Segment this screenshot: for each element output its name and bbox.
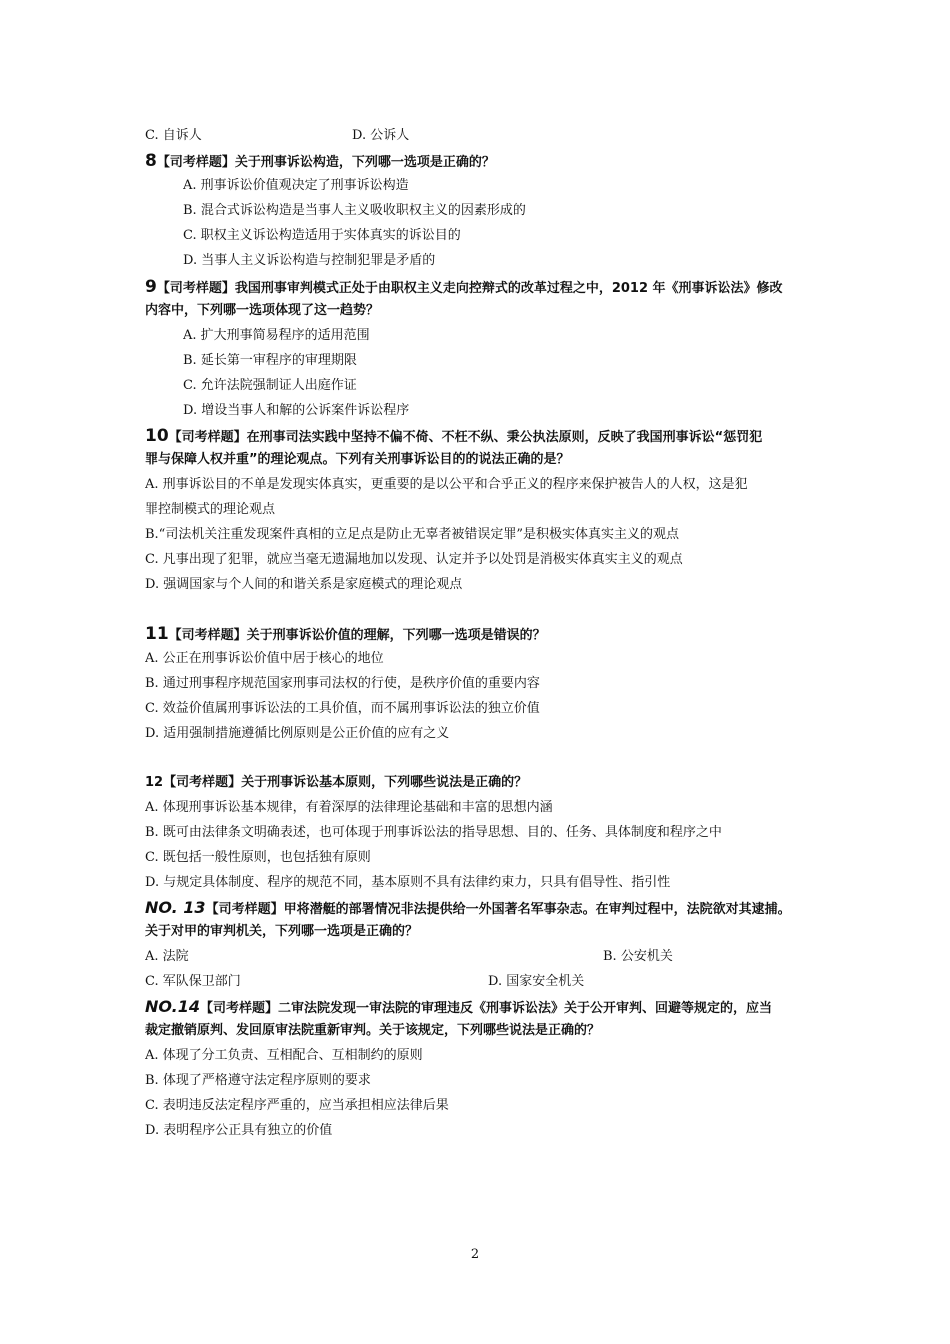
page-number: 2 bbox=[470, 1247, 480, 1262]
question-14-text-line2: 裁定撤销原判、发回原审法院重新审判。关于该规定，下列哪些说法是正确的？ bbox=[145, 1023, 601, 1038]
question-11 bbox=[145, 624, 815, 646]
question-13-option-d: D. 国家安全机关 bbox=[488, 974, 585, 989]
question-13 bbox=[145, 898, 815, 920]
q7-options-row bbox=[145, 126, 815, 146]
question-10-option-a: A. 刑事诉讼目的不单是发现实体真实，更重要的是以公平和合乎正义的程序来保护被告人的人权，这是犯 bbox=[145, 477, 748, 492]
question-12-option-d: D. 与规定具体制度、程序的规范不同，基本原则不具有法律约束力，只具有倡导性、指引性 bbox=[145, 875, 671, 890]
q7-option-c: C. 自诉人 bbox=[145, 128, 202, 143]
question-8-number: 8 bbox=[145, 151, 157, 171]
question-9-option-c: C. 允许法院强制证人出庭作证 bbox=[183, 378, 357, 393]
question-14-option-a: A. 体现了分工负责、互相配合、互相制约的原则 bbox=[145, 1048, 423, 1063]
question-10-option-b: B.“司法机关注重发现案件真相的立足点是防止无辜者被错误定罪”是积极实体真实主义的观点 bbox=[145, 527, 679, 542]
question-13-options-row2 bbox=[145, 972, 815, 992]
question-11-option-b: B. 通过刑事程序规范国家刑事司法权的行使，是秩序价值的重要内容 bbox=[145, 676, 540, 691]
question-9-number: 9 bbox=[145, 277, 157, 297]
question-13-option-b: B. 公安机关 bbox=[603, 949, 673, 964]
question-13-option-c: C. 军队保卫部门 bbox=[145, 974, 241, 989]
question-11-option-c: C. 效益价值属刑事诉讼法的工具价值，而不属刑事诉讼法的独立价值 bbox=[145, 701, 540, 716]
question-8 bbox=[145, 151, 815, 173]
question-14-number: NO.14 bbox=[145, 997, 200, 1016]
question-13-option-a: A. 法院 bbox=[145, 949, 189, 964]
question-10 bbox=[145, 426, 815, 448]
question-12-option-a: A. 体现刑事诉讼基本规律，有着深厚的法律理论基础和丰富的思想内涵 bbox=[145, 800, 553, 815]
question-14-option-b: B. 体现了严格遵守法定程序原则的要求 bbox=[145, 1073, 371, 1088]
question-13-text-line2: 关于对甲的审判机关，下列哪一选项是正确的？ bbox=[145, 924, 419, 939]
question-8-option-b: B. 混合式诉讼构造是当事人主义吸收职权主义的因素形成的 bbox=[183, 203, 526, 218]
question-8-option-c: C. 职权主义诉讼构造适用于实体真实的诉讼目的 bbox=[183, 228, 461, 243]
question-14-option-c: C. 表明违反法定程序严重的，应当承担相应法律后果 bbox=[145, 1098, 449, 1113]
question-9-text-line2: 内容中，下列哪一选项体现了这一趋势？ bbox=[145, 303, 380, 318]
question-8-option-a: A. 刑事诉讼价值观决定了刑事诉讼构造 bbox=[183, 178, 409, 193]
question-10-text-line2: 罪与保障人权并重”的理论观点。下列有关刑事诉讼目的的说法正确的是？ bbox=[145, 452, 570, 467]
q7-option-d: D. 公诉人 bbox=[352, 128, 410, 143]
question-12-option-c: C. 既包括一般性原则，也包括独有原则 bbox=[145, 850, 371, 865]
question-10-option-d: D. 强调国家与个人间的和谐关系是家庭模式的理论观点 bbox=[145, 577, 463, 592]
question-9 bbox=[145, 277, 815, 299]
question-9-option-d: D. 增设当事人和解的公诉案件诉讼程序 bbox=[183, 403, 410, 418]
question-10-option-c: C. 凡事出现了犯罪，就应当毫无遗漏地加以发现、认定并予以处罚是消极实体真实主义的观点 bbox=[145, 552, 683, 567]
question-11-option-a: A. 公正在刑事诉讼价值中居于核心的地位 bbox=[145, 651, 384, 666]
question-9-option-a: A. 扩大刑事简易程序的适用范围 bbox=[183, 328, 370, 343]
question-9-text-line1: 【司考样题】我国刑事审判模式正处于由职权主义走向控辩式的改革过程之中，2012 年《刑事诉讼法》修改 bbox=[156, 281, 783, 296]
question-14 bbox=[145, 997, 815, 1019]
question-13-number: NO. 13 bbox=[145, 898, 206, 917]
question-8-option-d: D. 当事人主义诉讼构造与控制犯罪是矛盾的 bbox=[183, 253, 436, 268]
question-10-text-line1: 【司考样题】在刑事司法实践中坚持不偏不倚、不枉不纵、秉公执法原则，反映了我国刑事诉讼“惩罚犯 bbox=[168, 430, 763, 445]
question-12-option-b: B. 既可由法律条文明确表述，也可体现于刑事诉讼法的指导思想、目的、任务、具体制度和程序之中 bbox=[145, 825, 722, 840]
question-13-text-line1: 【司考样题】甲将潜艇的部署情况非法提供给一外国著名军事杂志。在审判过程中，法院欲对其逮捕。 bbox=[205, 902, 791, 917]
question-12 bbox=[145, 773, 815, 793]
question-10-option-a-cont: 罪控制模式的理论观点 bbox=[145, 502, 276, 517]
question-14-text-line1: 【司考样题】二审法院发现一审法院的审理违反《刑事诉讼法》关于公开审判、回避等规定的，应当 bbox=[199, 1001, 772, 1016]
question-11-option-d: D. 适用强制措施遵循比例原则是公正价值的应有之义 bbox=[145, 726, 450, 741]
question-12-number: 12 bbox=[145, 775, 164, 790]
question-9-option-b: B. 延长第一审程序的审理期限 bbox=[183, 353, 357, 368]
question-13-options-row1 bbox=[145, 947, 815, 967]
question-12-text: 【司考样题】关于刑事诉讼基本原则，下列哪些说法是正确的？ bbox=[163, 775, 528, 790]
question-8-text: 【司考样题】关于刑事诉讼构造，下列哪一选项是正确的？ bbox=[156, 155, 495, 170]
question-14-option-d: D. 表明程序公正具有独立的价值 bbox=[145, 1123, 333, 1138]
question-11-number: 11 bbox=[145, 624, 169, 644]
question-10-number: 10 bbox=[145, 426, 169, 446]
question-11-text: 【司考样题】关于刑事诉讼价值的理解，下列哪一选项是错误的？ bbox=[168, 628, 546, 643]
